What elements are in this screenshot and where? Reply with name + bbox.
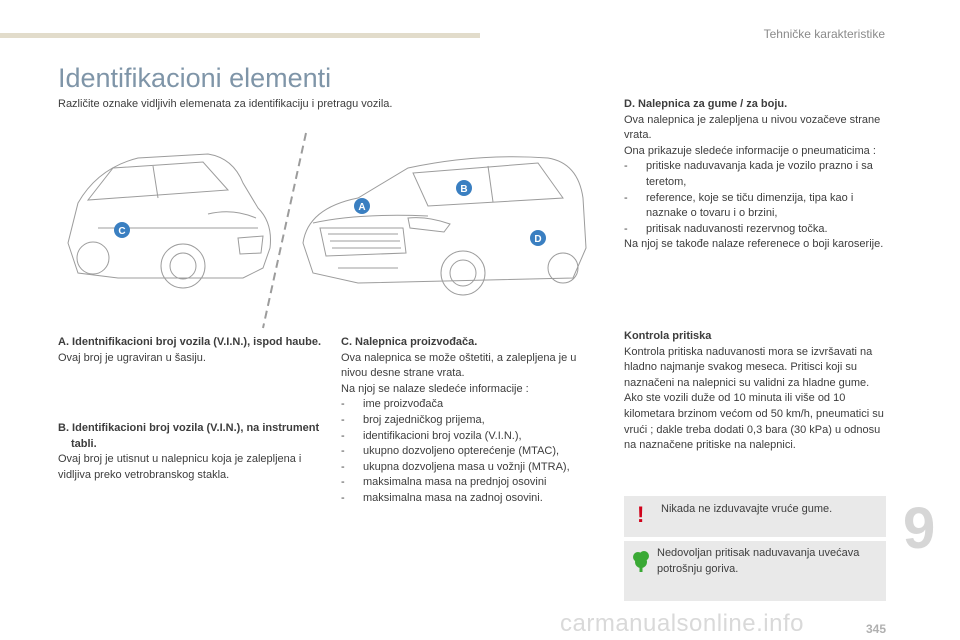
marker-d <box>530 230 546 246</box>
list-item: - ukupna dozvoljena masa u vožnji (MTRA), <box>341 460 603 476</box>
tree-icon <box>630 549 652 573</box>
marker-c <box>114 222 130 238</box>
section-a-heading: A. Identnifikacioni broj vozila (V.I.N.), ispod haube. <box>58 336 322 348</box>
section-c <box>341 335 603 507</box>
section-d-heading: D. Nalepnica za gume / za boju. <box>624 98 788 110</box>
svg-text:B: B <box>460 184 468 195</box>
car-rear-view <box>68 154 271 288</box>
section-c-heading: C. Nalepnica proizvođača. <box>341 336 478 348</box>
section-b-body: Ovaj broj je utisnut u nalepnicu koja je zalepljena i vidljiva preko vetrobranskog stakla. <box>58 453 302 481</box>
list-item: - broj zajedničkog prijema, <box>341 413 603 429</box>
pressure-body: Kontrola pritiska naduvanosti mora se izvršavati na hladno najmanje svakog meseca. Pritisci koji su naznačeni na nalepnici su validni za hladne gume. Ako ste vozili duže od 10 minuta ili više od 10 kilometara brzinom većom od 50 km/h, pneumatici su vrući ; dakle treba dodati 0,3 bara (30 kPa) u odnosu na naznačene pritiske na nalepnici. <box>624 345 884 452</box>
marker-a <box>354 198 370 214</box>
section-c-body2: Na njoj se nalaze sledeće informacije : <box>341 382 529 395</box>
list-item: - ime proizvođača <box>341 397 603 413</box>
section-d-body2: Ona prikazuje sledeće informacije o pneumaticima : <box>624 144 876 157</box>
svg-text:D: D <box>534 234 542 245</box>
list-item: - pritiske naduvavanja kada je vozilo prazno i sa teretom, <box>624 159 889 190</box>
section-a <box>58 335 323 366</box>
section-b <box>58 421 323 483</box>
watermark: carmanualsonline.info <box>560 610 804 637</box>
eco-box <box>624 541 886 601</box>
car-front-view <box>303 157 586 295</box>
chapter-title: Tehničke karakteristike <box>763 27 885 41</box>
chapter-number: 9 <box>903 496 936 561</box>
marker-b <box>456 180 472 196</box>
list-item: - reference, koje se tiču dimenzija, tipa kao i naznake o tovaru i o brzini, <box>624 191 889 222</box>
pressure-heading: Kontrola pritiska <box>624 330 712 342</box>
section-c-body1: Ova nalepnica se može oštetiti, a zalepljena je u nivou desne strane vrata. <box>341 351 577 380</box>
list-item: - identifikacioni broj vozila (V.I.N.), <box>341 429 603 445</box>
eco-text: Nedovoljan pritisak naduvavanja uvećava potrošnju goriva. <box>657 547 860 575</box>
list-item: - pritisak naduvanosti rezervnog točka. <box>624 222 889 238</box>
page-subtitle: Različite oznake vidljivih elemenata za identifikaciju i pretragu vozila. <box>58 98 393 110</box>
svg-text:C: C <box>118 226 126 237</box>
section-b-heading: B. Identifikacioni broj vozila (V.I.N.), na instrument tabli. <box>58 422 320 450</box>
exclamation-icon: ! <box>637 502 645 527</box>
section-a-body: Ovaj broj je ugraviran u šasiju. <box>58 351 206 364</box>
list-item: - maksimalna masa na zadnoj osovini. <box>341 491 603 507</box>
list-item: - ukupno dozvoljeno opterećenje (MTAC), <box>341 444 603 460</box>
section-d-body1: Ova nalepnica je zalepljena u nivou vozačeve strane vrata. <box>624 113 881 142</box>
vehicle-illustration <box>58 128 598 333</box>
page-title: Identifikacioni elementi <box>58 63 332 93</box>
section-d <box>624 97 889 253</box>
warning-box <box>624 496 886 537</box>
page-number: 345 <box>865 622 886 636</box>
pressure-section <box>624 329 889 454</box>
list-item: - maksimalna masa na prednjoj osovini <box>341 475 603 491</box>
section-d-body3: Na njoj se takođe nalaze referenece o boji karoserije. <box>624 238 884 251</box>
header-rule <box>0 33 480 38</box>
svg-text:A: A <box>358 202 366 213</box>
warning-text: Nikada ne izduvavajte vruće gume. <box>661 503 833 515</box>
